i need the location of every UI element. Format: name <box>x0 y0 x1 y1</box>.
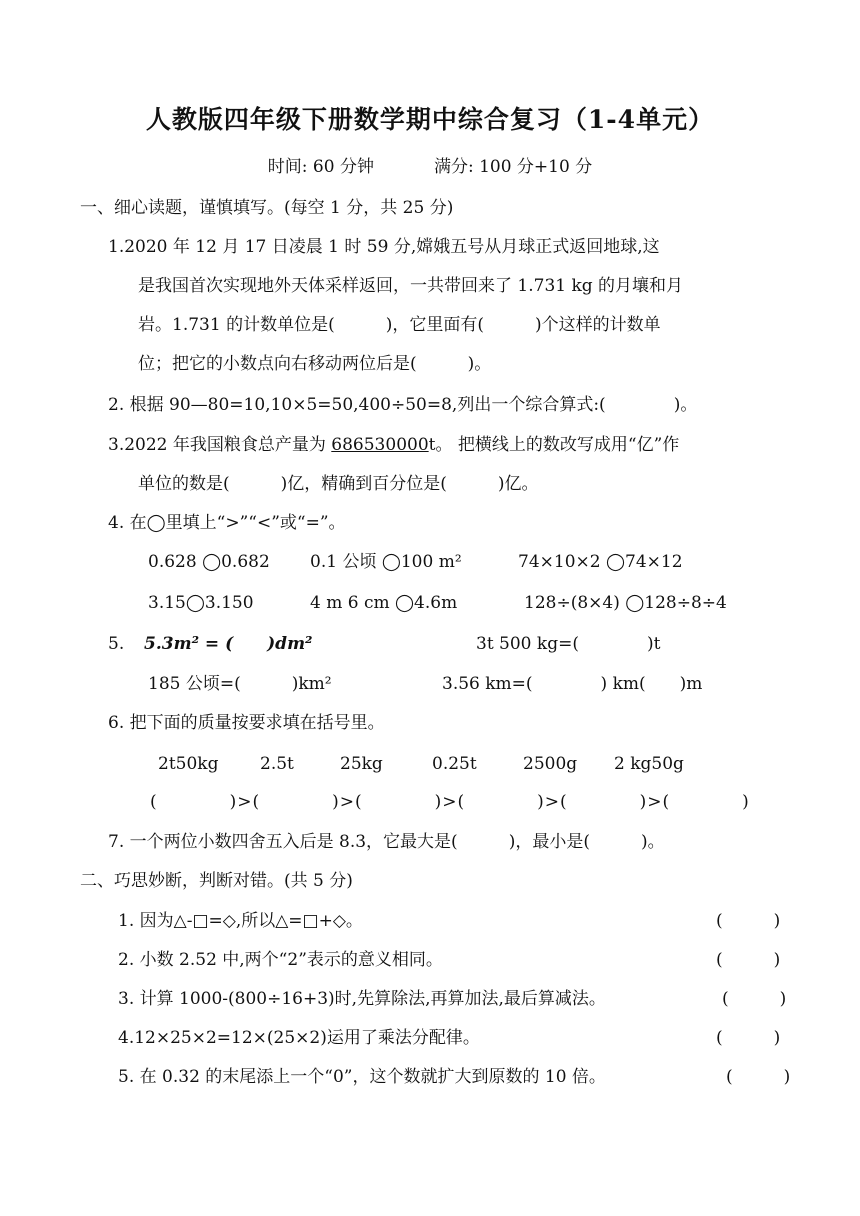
q5-b: 3t 500 kg=( )t <box>476 634 661 654</box>
q5-d: 3.56 km=( ) km( )m <box>442 674 703 694</box>
q6-mass: 2t50kg <box>158 754 219 774</box>
q3-prefix: 3.2022 年我国粮食总产量为 <box>108 435 332 455</box>
judge-blank: ( ) <box>722 989 787 1009</box>
q4-item: 4 m 6 cm ◯4.6m <box>310 593 458 613</box>
judge-item: 1. 因为△-□=◇,所以△=□+◇。 <box>118 911 363 931</box>
exam-score: 满分: 100 分+10 分 <box>433 157 593 177</box>
section1-heading: 一、细心读题，谨慎填写。(每空 1 分，共 25 分) <box>80 198 454 218</box>
q3-suffix: t。 把横线上的数改写成用“亿”作 <box>428 435 680 455</box>
q6-blanks: ( )>( )>( )>( )>( )>( ) <box>150 792 750 812</box>
q4-item: 0.1 公顷 ◯100 m² <box>310 552 462 572</box>
page-title: 人教版四年级下册数学期中综合复习（1-4单元） <box>145 105 715 134</box>
judge-item: 4.12×25×2=12×(25×2)运用了乘法分配律。 <box>118 1028 480 1048</box>
q4-item: 74×10×2 ◯74×12 <box>518 552 683 572</box>
judge-item: 5. 在 0.32 的末尾添上一个“0”，这个数就扩大到原数的 10 倍。 <box>118 1067 606 1087</box>
q4-label: 4. 在◯里填上“>”“<”或“=”。 <box>108 513 346 533</box>
q5-a: 5.3m² = ( )dm² <box>144 634 313 654</box>
judge-blank: ( ) <box>716 1028 781 1048</box>
q3-line2: 单位的数是( )亿，精确到百分位是( )亿。 <box>138 474 539 494</box>
q3-underlined-number: 686530000 <box>331 435 429 455</box>
judge-item: 2. 小数 2.52 中,两个“2”表示的意义相同。 <box>118 950 443 970</box>
q7: 7. 一个两位小数四舍五入后是 8.3，它最大是( )，最小是( )。 <box>108 832 665 852</box>
q1-line3: 岩。1.731 的计数单位是( )，它里面有( )个这样的计数单 <box>138 315 661 335</box>
q1-line2: 是我国首次实现地外天体采样返回，一共带回来了 1.731 kg 的月壤和月 <box>138 276 684 296</box>
q4-item: 0.628 ◯0.682 <box>148 552 270 572</box>
q6-label: 6. 把下面的质量按要求填在括号里。 <box>108 713 385 733</box>
judge-blank: ( ) <box>716 950 781 970</box>
q4-item: 3.15◯3.150 <box>148 593 254 613</box>
q2: 2. 根据 90—80=10,10×5=50,400÷50=8,列出一个综合算式:( )。 <box>108 395 698 415</box>
judge-blank: ( ) <box>716 911 781 931</box>
judge-blank: ( ) <box>726 1067 791 1087</box>
q6-mass: 2 kg50g <box>614 754 684 774</box>
section2-heading: 二、巧思妙断，判断对错。(共 5 分) <box>80 871 353 891</box>
q3-line1 <box>108 433 679 457</box>
q1-line1: 1.2020 年 12 月 17 日凌晨 1 时 59 分,嫦娥五号从月球正式返回地球,这 <box>108 237 660 257</box>
q4-item: 128÷(8×4) ◯128÷8÷4 <box>524 593 727 613</box>
q6-mass: 2500g <box>523 754 578 774</box>
judge-item: 3. 计算 1000-(800÷16+3)时,先算除法,再算加法,最后算减法。 <box>118 989 606 1009</box>
q6-mass: 25kg <box>340 754 383 774</box>
q6-mass: 0.25t <box>432 754 477 774</box>
q5-c: 185 公顷=( )km² <box>148 674 332 694</box>
q5-number: 5. <box>108 634 125 654</box>
q1-line4: 位；把它的小数点向右移动两位后是( )。 <box>138 354 492 374</box>
exam-meta <box>0 155 860 179</box>
exam-time: 时间: 60 分钟 <box>267 157 374 177</box>
q6-mass: 2.5t <box>260 754 294 774</box>
